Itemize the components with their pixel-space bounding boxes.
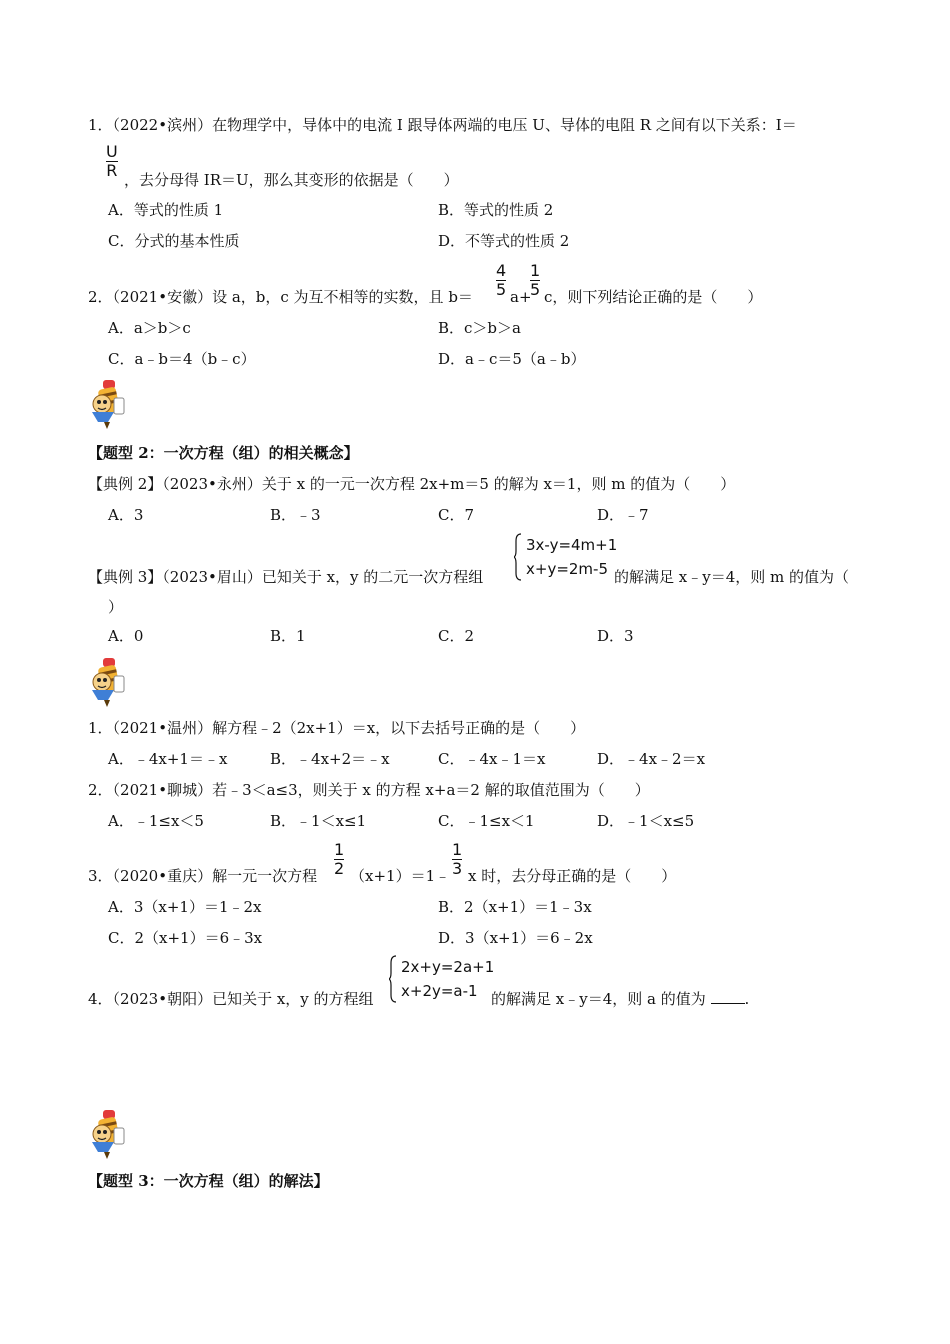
practice-2-stem: 2．（2021•聊城）若﹣3＜a≤3，则关于 x 的方程 x+a＝2 解的取值范围为（ ） xyxy=(88,781,650,799)
q1-stem-cont: ，去分母得 IR＝U，那么其变形的依据是（ ） xyxy=(124,171,459,189)
ex3-option-b[interactable]: B．1 xyxy=(270,627,306,645)
p3-option-a[interactable]: A．3（x+1）＝1﹣2x xyxy=(108,898,262,916)
p2-option-c[interactable]: C．﹣1≤x＜1 xyxy=(438,812,535,830)
ex3-option-d[interactable]: D．3 xyxy=(597,627,634,645)
q2-stem-suffix: c，则下列结论正确的是（ ） xyxy=(544,288,763,306)
p3-option-b[interactable]: B．2（x+1）＝1﹣3x xyxy=(438,898,592,916)
p3-option-d[interactable]: D．3（x+1）＝6﹣2x xyxy=(438,929,593,947)
ex3-option-a[interactable]: A．0 xyxy=(108,627,144,645)
p1-option-d[interactable]: D．﹣4x﹣2＝x xyxy=(597,750,706,768)
ex3-option-c[interactable]: C．2 xyxy=(438,627,475,645)
ex2-option-d[interactable]: D．﹣7 xyxy=(597,506,649,524)
example-3-stem-suffix: 的解满足 x﹣y＝4，则 m 的值为（ xyxy=(614,568,850,586)
q1-option-a[interactable]: A．等式的性质 1 xyxy=(108,201,224,219)
pencil-mascot-icon xyxy=(86,1108,130,1160)
brace-icon xyxy=(514,533,522,581)
section-3-title: 【题型 3：一次方程（组）的解法】 xyxy=(88,1172,329,1190)
p4-equation-system xyxy=(389,955,494,1003)
section-2-title: 【题型 2：一次方程（组）的相关概念】 xyxy=(88,444,359,462)
example-3-stem-prefix: 【典例 3】（2023•眉山）已知关于 x，y 的二元一次方程组 xyxy=(88,568,484,586)
brace-icon xyxy=(389,955,397,1003)
ex2-option-c[interactable]: C．7 xyxy=(438,506,475,524)
practice-3-stem-mid: （x+1）＝1﹣ xyxy=(350,867,451,885)
p3-option-c[interactable]: C．2（x+1）＝6﹣3x xyxy=(108,929,263,947)
p2-option-a[interactable]: A．﹣1≤x＜5 xyxy=(108,812,204,830)
q1-option-d[interactable]: D．不等式的性质 2 xyxy=(438,232,570,250)
practice-3-stem-prefix: 3．（2020•重庆）解一元一次方程 xyxy=(88,867,318,885)
p3-fraction-2: $\frac{1}{3}$ xyxy=(452,840,463,878)
ex2-option-a[interactable]: A．3 xyxy=(108,506,144,524)
practice-3-stem-suffix: x 时，去分母正确的是（ ） xyxy=(468,867,677,885)
p1-option-b[interactable]: B．﹣4x+2＝﹣x xyxy=(270,750,390,768)
ex2-option-b[interactable]: B．﹣3 xyxy=(270,506,321,524)
p4-equation-2: x+2y=a-1 xyxy=(401,982,478,1000)
p1-option-a[interactable]: A．﹣4x+1＝﹣x xyxy=(108,750,228,768)
q1-option-c[interactable]: C．分式的基本性质 xyxy=(108,232,240,250)
p3-fraction-1: $\frac{1}{2}$ xyxy=(334,840,345,878)
q1-option-b[interactable]: B．等式的性质 2 xyxy=(438,201,554,219)
practice-4-stem-prefix: 4．（2023•朝阳）已知关于 x，y 的方程组 xyxy=(88,990,374,1008)
p2-option-d[interactable]: D．﹣1＜x≤5 xyxy=(597,812,695,830)
practice-4-stem-suffix: 的解满足 x﹣y＝4，则 a 的值为 . xyxy=(491,990,750,1008)
example-3-stem-cont: ） xyxy=(108,598,124,616)
q2-option-d[interactable]: D．a﹣c＝5（a﹣b） xyxy=(438,350,586,368)
q2-option-b[interactable]: B．c＞b＞a xyxy=(438,319,521,337)
ex3-equation-system xyxy=(514,533,617,581)
example-2-stem: 【典例 2】（2023•永州）关于 x 的一元一次方程 2x+m＝5 的解为 x＝1，则 m 的值为（ ） xyxy=(88,475,736,493)
q2-option-c[interactable]: C．a﹣b＝4（b﹣c） xyxy=(108,350,256,368)
practice-1-stem: 1．（2021•温州）解方程﹣2（2x+1）＝x，以下去括号正确的是（ ） xyxy=(88,719,586,737)
pencil-mascot-icon xyxy=(86,656,130,708)
q2-fraction-1: $\frac{4}{5}$ xyxy=(496,261,507,299)
p1-option-c[interactable]: C．﹣4x﹣1＝x xyxy=(438,750,546,768)
pencil-mascot-icon xyxy=(86,378,130,430)
p2-option-b[interactable]: B．﹣1＜x≤1 xyxy=(270,812,367,830)
ex3-equation-2: x+y=2m-5 xyxy=(526,560,609,578)
q2-stem-prefix: 2．（2021•安徽）设 a，b，c 为互不相等的实数，且 b＝ xyxy=(88,288,473,306)
q2-fraction-2: $\frac{1}{5}$ xyxy=(530,261,541,299)
q2-stem-mid: a+ xyxy=(510,288,532,306)
q2-option-a[interactable]: A．a＞b＞c xyxy=(108,319,191,337)
p4-equation-1: 2x+y=2a+1 xyxy=(401,958,495,976)
ex3-equation-1: 3x-y=4m+1 xyxy=(526,536,618,554)
q1-fraction: $\frac{U}{R}$ xyxy=(106,142,118,180)
answer-blank[interactable] xyxy=(711,989,745,1004)
q1-stem: 1．（2022•滨州）在物理学中，导体中的电流 I 跟导体两端的电压 U、导体的电阻 R 之间有以下关系：I＝ xyxy=(88,116,797,134)
